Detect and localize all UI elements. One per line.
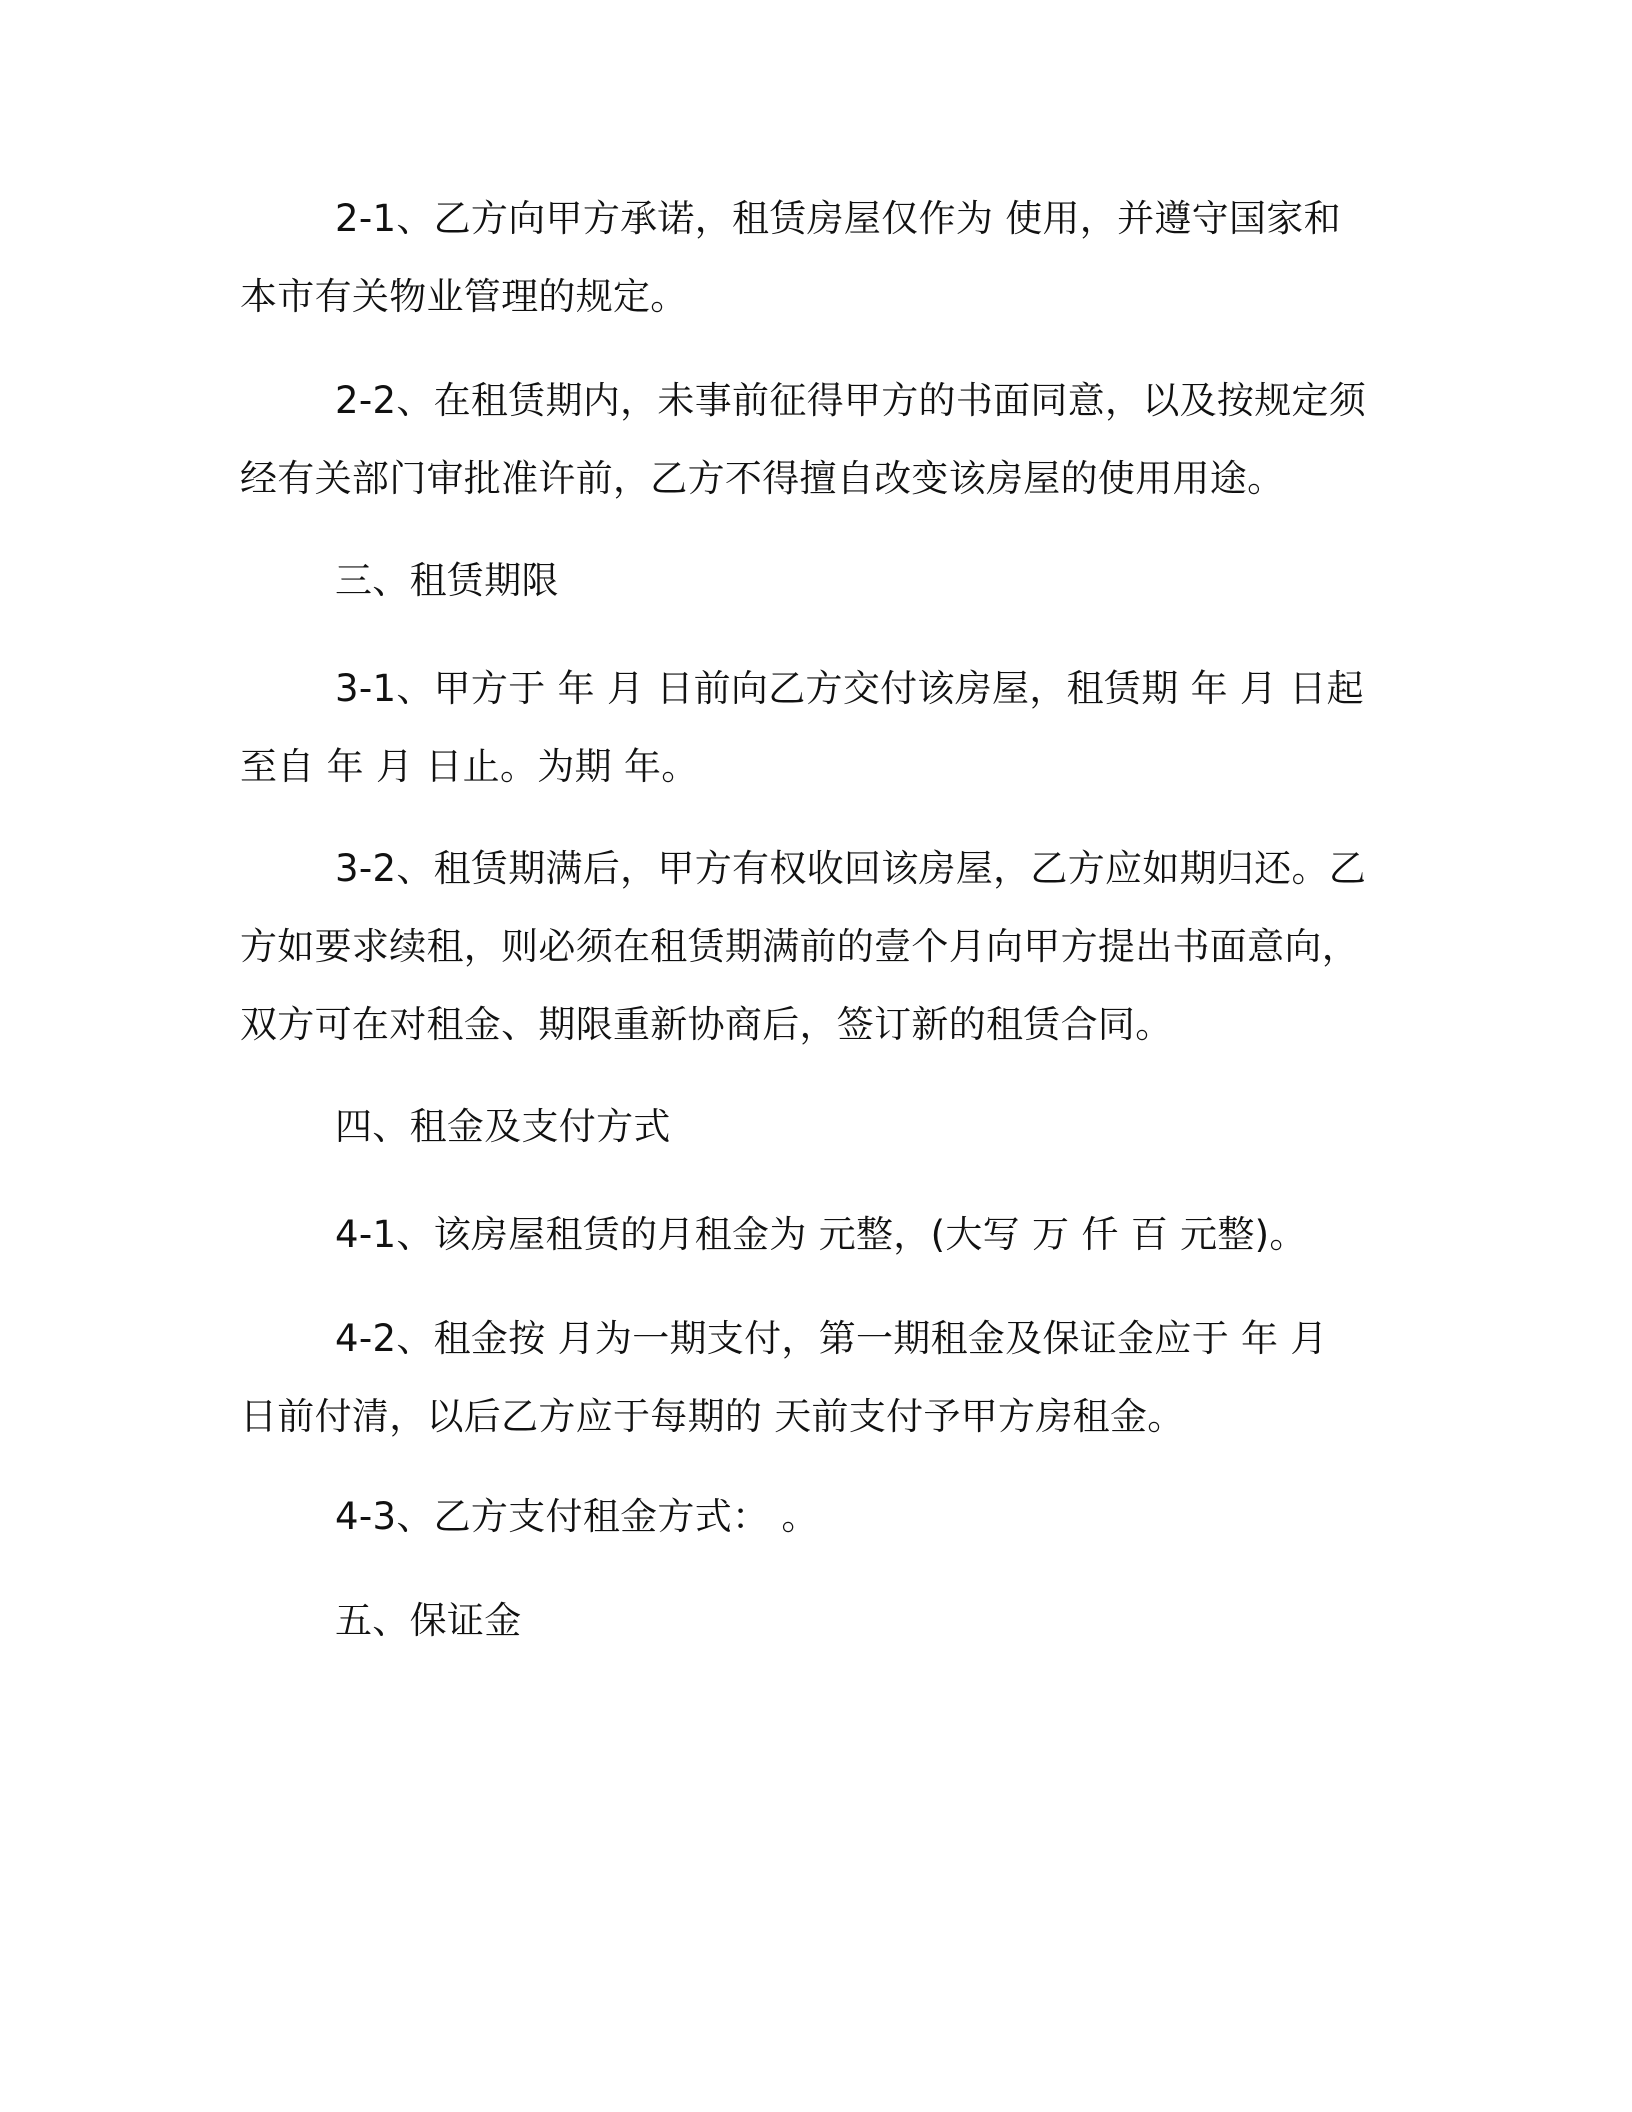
clause-3-1: 3-1、甲方于 年 月 日前向乙方交付该房屋，租赁期 年 月 日起至自 年 月 日止。为期 年。: [240, 667, 1364, 788]
clause-2-2: 2-2、在租赁期内，未事前征得甲方的书面同意，以及按规定须经有关部门审批准许前，乙方不得擅自改变该房屋的使用用途。: [240, 379, 1367, 500]
section-heading-deposit: 五、保证金: [335, 1599, 522, 1642]
clause-3-2: 3-2、租赁期满后，甲方有权收回该房屋，乙方应如期归还。乙方如要求续租，则必须在租赁期满前的壹个月向甲方提出书面意向，双方可在对租金、期限重新协商后，签订新的租赁合同。: [240, 847, 1367, 1046]
section-heading-lease-term: 三、租赁期限: [335, 559, 559, 602]
clause-4-1: 4-1、该房屋租赁的月租金为 元整，(大写 万 仟 百 元整)。: [335, 1213, 1307, 1256]
clause-2-1: 2-1、乙方向甲方承诺，租赁房屋仅作为 使用，并遵守国家和本市有关物业管理的规定。: [240, 197, 1341, 318]
section-heading-rent-payment: 四、租金及支付方式: [335, 1105, 671, 1148]
clause-4-3: 4-3、乙方支付租金方式： 。: [335, 1495, 819, 1538]
clause-4-2: 4-2、租金按 月为一期支付，第一期租金及保证金应于 年 月 日前付清，以后乙方应于每期的 天前支付予甲方房租金。: [240, 1317, 1328, 1438]
